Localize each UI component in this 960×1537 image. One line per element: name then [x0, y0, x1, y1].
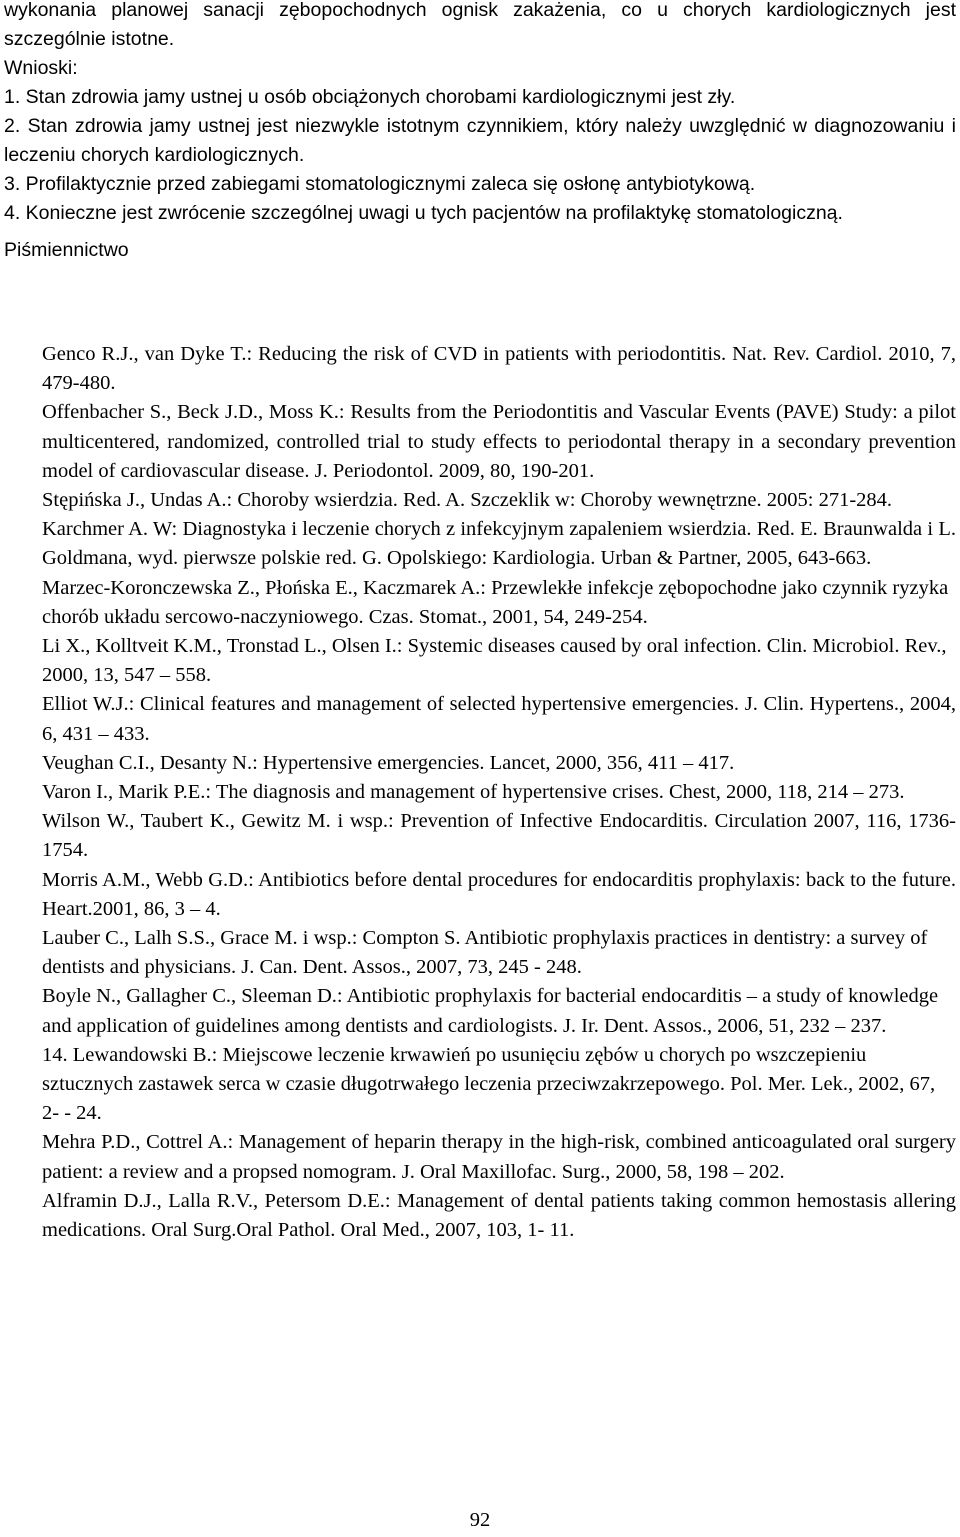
- reference-item: Marzec-Koronczewska Z., Płońska E., Kaczmarek A.: Przewlekłe infekcje zębopochodne jako czynnik ryzyka chorób układu sercowo-naczyniowego. Czas. Stomat., 2001, 54, 249-254.: [42, 576, 949, 628]
- page-number: 92: [469, 1509, 491, 1531]
- reference-item: Karchmer A. W: Diagnostyka i leczenie chorych z infekcyjnym zapaleniem wsierdzia. Red. E. Braunwalda i L. Goldmana, wyd. pierwsze polskie red. G. Opolskiego: Kardiologia. Urban & Partner, 2005, 643-663.: [42, 518, 956, 570]
- reference-item: Genco R.J., van Dyke T.: Reducing the risk of CVD in patients with periodontitis. Nat. Rev. Cardiol. 2010, 7, 479-480.: [42, 343, 956, 395]
- reference-item: Mehra P.D., Cottrel A.: Management of heparin therapy in the high-risk, combined anticoagulated oral surgery patient: a review and a propsed nomogram. J. Oral Maxillofac. Surg., 2000, 58, 198 – 202.: [42, 1131, 956, 1183]
- reference-item: 14. Lewandowski B.: Miejscowe leczenie krwawień po usunięciu zębów u chorych po wszczepieniu sztucznych zastawek serca w czasie długotrwałego leczenia przeciwzakrzepowego. Pol. Mer. Lek., 2002, 67, 2- - 24.: [42, 1043, 936, 1125]
- intro-paragraph: wykonania planowej sanacji zębopochodnych ognisk zakażenia, co u chorych kardiologicznych jest szczególnie istotne.: [4, 0, 956, 50]
- reference-item: Veughan C.I., Desanty N.: Hypertensive emergencies. Lancet, 2000, 356, 411 – 417.: [42, 751, 735, 774]
- reference-item: Varon I., Marik P.E.: The diagnosis and management of hypertensive crises. Chest, 2000, 118, 214 – 273.: [42, 781, 905, 804]
- references-list: [42, 340, 956, 1245]
- conclusion-item: 3. Profilaktycznie przed zabiegami stomatologicznymi zaleca się osłonę antybiotykową.: [4, 173, 756, 195]
- reference-item: Li X., Kolltveit K.M., Tronstad L., Olsen I.: Systemic diseases caused by oral infection. Clin. Microbiol. Rev., 2000, 13, 547 – 558.: [42, 635, 947, 687]
- conclusions-section: [4, 0, 956, 279]
- conclusion-item: 4. Konieczne jest zwrócenie szczególnej uwagi u tych pacjentów na profilaktykę stomatologiczną.: [4, 202, 843, 224]
- reference-item: Wilson W., Taubert K., Gewitz M. i wsp.: Prevention of Infective Endocarditis. Circulation 2007, 116, 1736-1754.: [42, 810, 956, 862]
- reference-item: Alframin D.J., Lalla R.V., Petersom D.E.: Management of dental patients taking common hemostasis allering medications. Oral Surg.Oral Pathol. Oral Med., 2007, 103, 1- 11.: [42, 1189, 956, 1242]
- conclusion-item: 2. Stan zdrowia jamy ustnej jest niezwykle istotnym czynnikiem, który należy uwzględnić w diagnozowaniu i leczeniu chorych kardiologicznych.: [4, 115, 956, 166]
- references-heading: Piśmiennictwo: [4, 239, 129, 261]
- reference-item: Morris A.M., Webb G.D.: Antibiotics before dental procedures for endocarditis prophylaxis: back to the future. Heart.2001, 86, 3 – 4.: [42, 868, 956, 920]
- reference-item: Stępińska J., Undas A.: Choroby wsierdzia. Red. A. Szczeklik w: Choroby wewnętrzne. 2005: 271-284.: [42, 489, 893, 512]
- reference-item: Lauber C., Lalh S.S., Grace M. i wsp.: Compton S. Antibiotic prophylaxis practices in dentistry: a survey of dentists and physicians. J. Can. Dent. Assos., 2007, 73, 245 - 248.: [42, 927, 928, 979]
- reference-item: Offenbacher S., Beck J.D., Moss K.: Results from the Periodontitis and Vascular Events (PAVE) Study: a pilot multicentered, randomized, controlled trial to study effects to periodontal therapy in a secondary prevention model of cardiovascular disease. J. Periodontol. 2009, 80, 190-201.: [42, 401, 956, 482]
- conclusion-item: 1. Stan zdrowia jamy ustnej u osób obciążonych chorobami kardiologicznymi jest zły.: [4, 86, 736, 108]
- conclusions-title: Wnioski:: [4, 57, 78, 79]
- reference-item: Elliot W.J.: Clinical features and management of selected hypertensive emergencies. J. Clin. Hypertens., 2004, 6, 431 – 433.: [42, 693, 956, 745]
- reference-item: Boyle N., Gallagher C., Sleeman D.: Antibiotic prophylaxis for bacterial endocarditis – a study of knowledge and application of guidelines among dentists and cardiologists. J. Ir. Dent. Assos., 2006, 51, 232 – 237.: [42, 985, 939, 1037]
